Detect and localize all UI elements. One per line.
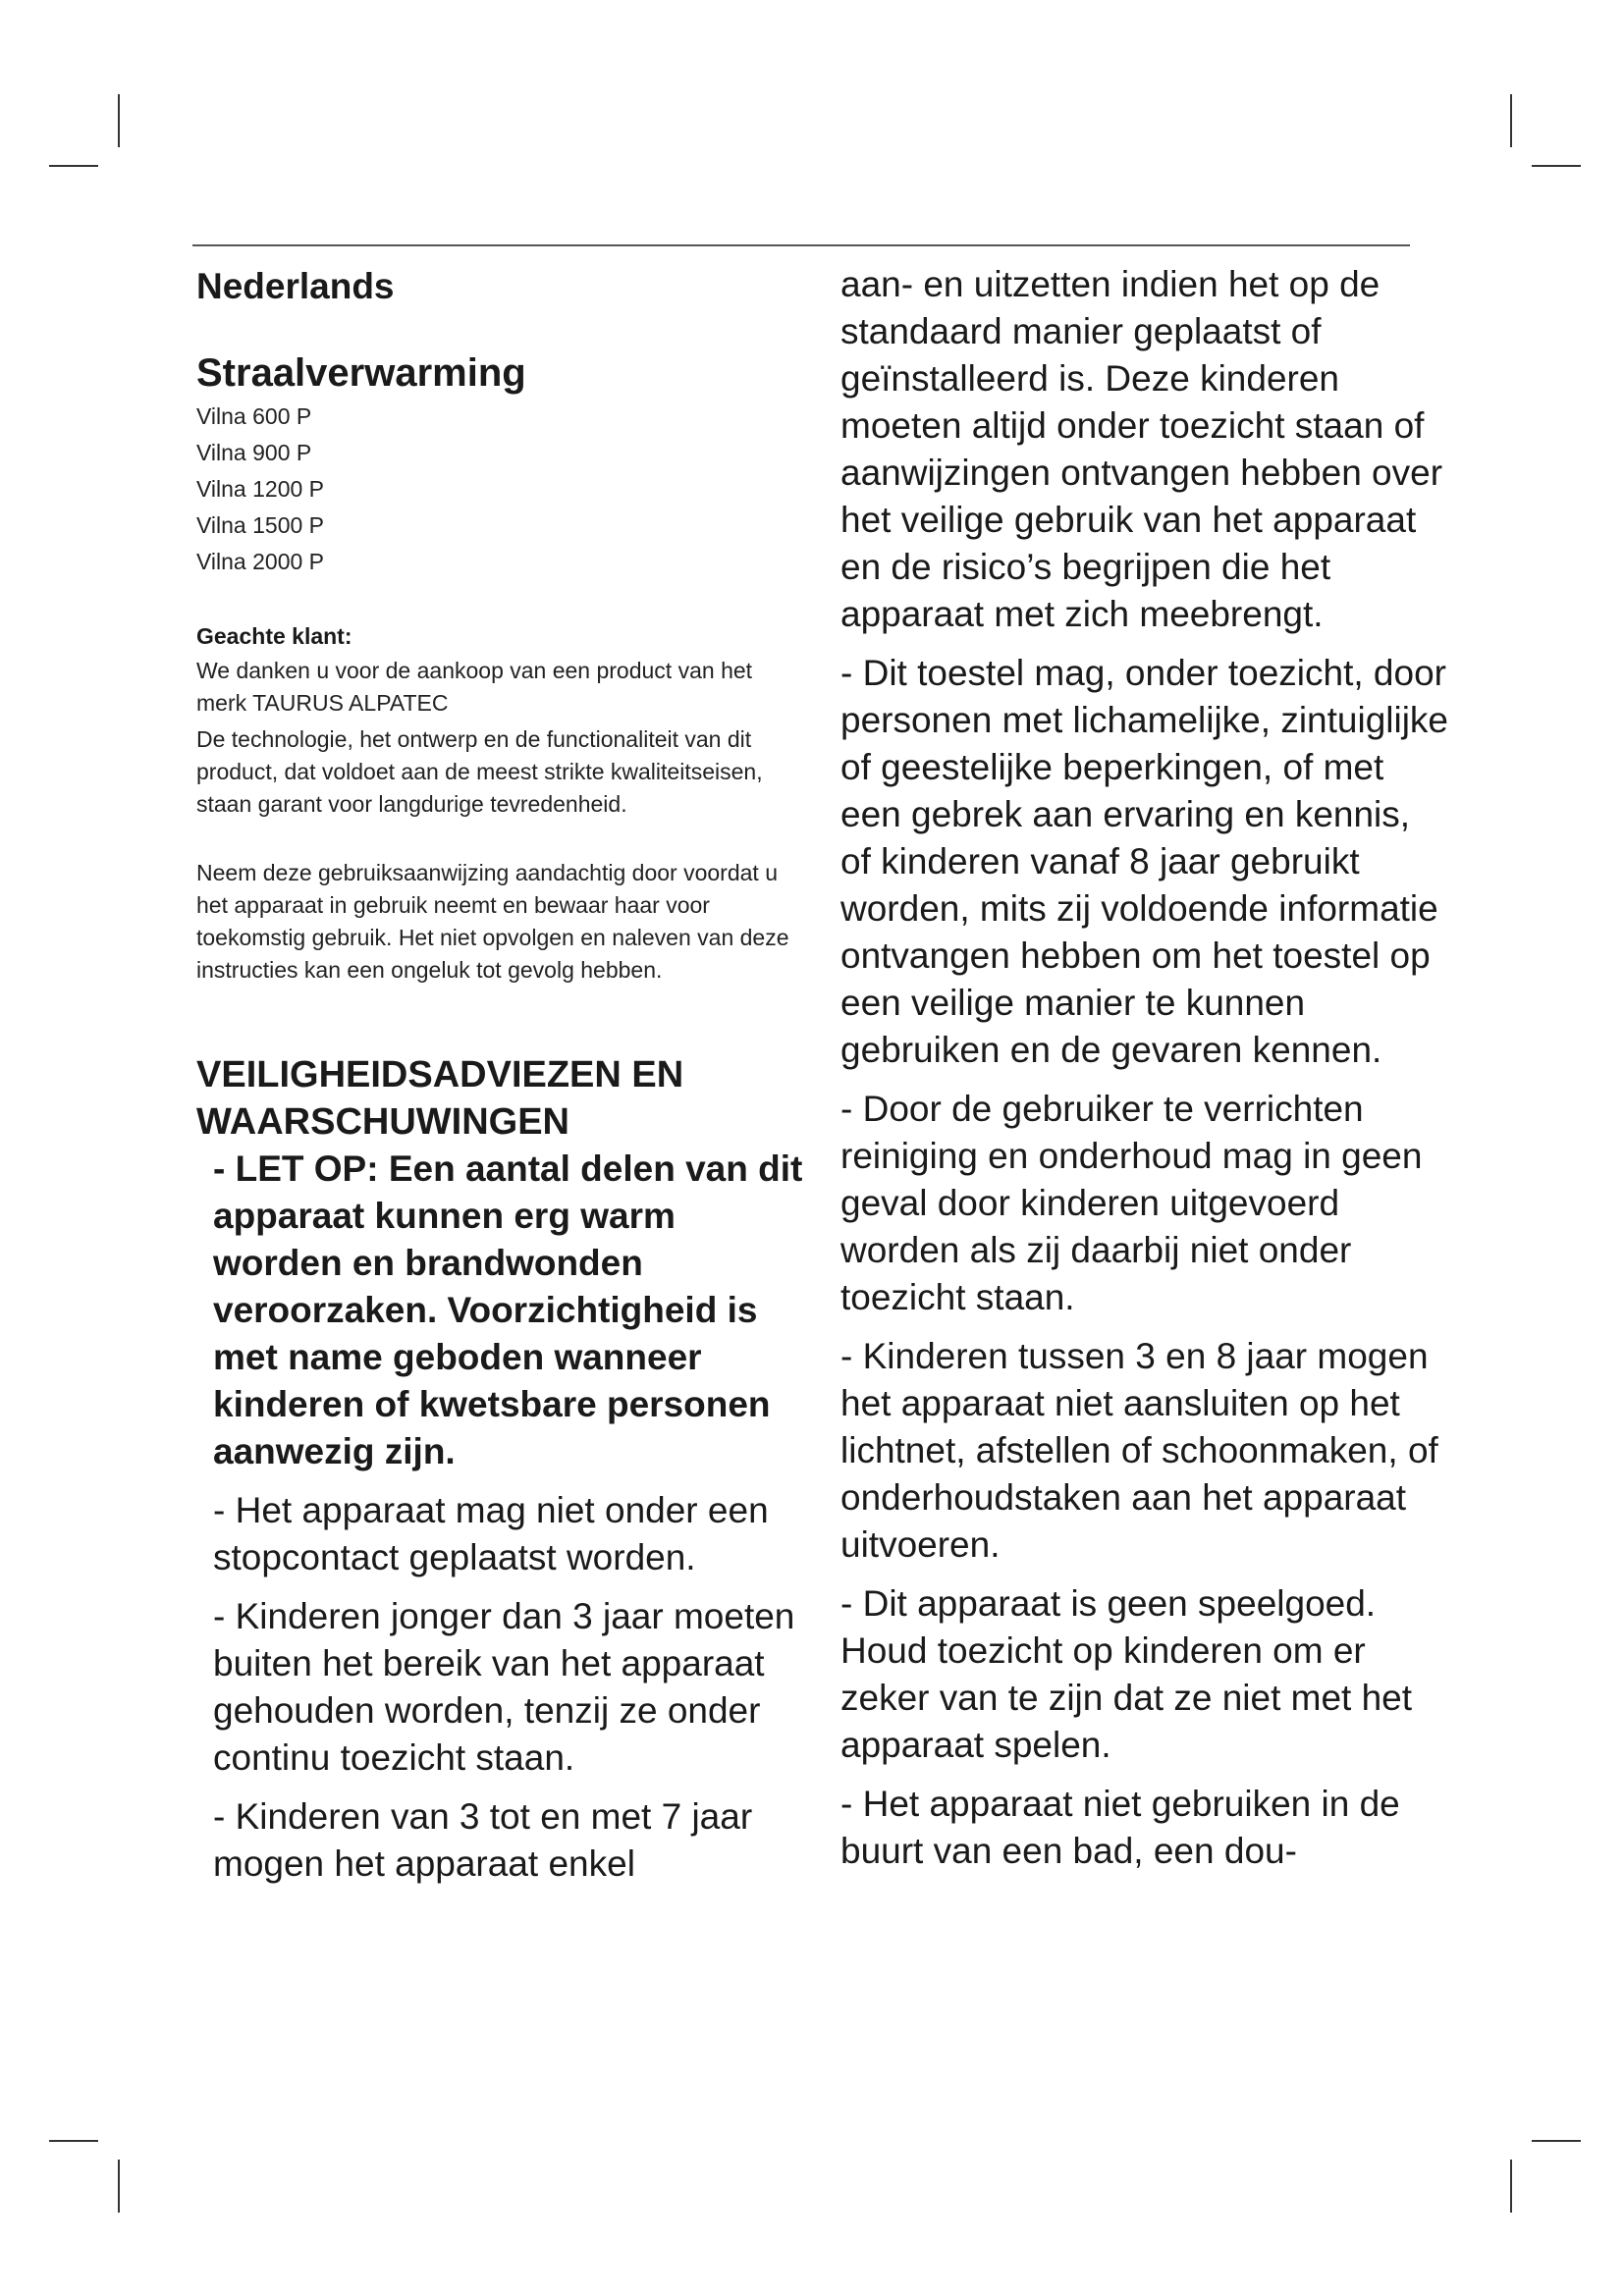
model-item: Vilna 1500 P	[196, 512, 325, 538]
safety-item: - Kinderen van 3 tot en met 7 jaar mogen het apparaat enkel	[213, 1796, 753, 1884]
model-item: Vilna 1200 P	[196, 476, 325, 502]
safety-item: - Kinderen jonger dan 3 jaar moeten buiten het bereik van het apparaat gehouden worden, tenzij ze onder continu toezicht staan.	[213, 1596, 795, 1778]
header-rule	[192, 244, 1410, 246]
model-list	[196, 399, 805, 580]
crop-mark	[1510, 2160, 1512, 2213]
safety-heading: VEILIGHEIDSADVIEZEN EN WAARSCHUWINGEN	[196, 1054, 684, 1143]
safety-item: - Dit apparaat is geen speelgoed. Houd toezicht op kinderen om er zeker van te zijn dat ze niet met het apparaat spelen.	[840, 1583, 1413, 1765]
intro-paragraph: We danken u voor de aankoop van een product van het merk TAURUS ALPATEC	[196, 658, 753, 716]
crop-mark	[118, 94, 120, 147]
model-item: Vilna 600 P	[196, 403, 312, 429]
intro-paragraph: Neem deze gebruiksaanwijzing aandachtig door voordat u het apparaat in gebruik neemt en bewaar haar voor toekomstig gebruik. Het niet opvolgen en naleven van deze instructies kan een ongeluk tot gevolg hebben.	[196, 860, 789, 983]
language-heading: Nederlands	[196, 266, 395, 306]
crop-mark	[1532, 165, 1581, 167]
crop-mark	[49, 165, 98, 167]
safety-item: - Door de gebruiker te verrichten reiniging en onderhoud mag in geen geval door kinderen uitgevoerd worden als zij daarbij niet onder toezicht staan.	[840, 1089, 1423, 1317]
greeting: Geachte klant:	[196, 623, 352, 649]
intro-paragraph: De technologie, het ontwerp en de functionaliteit van dit product, dat voldoet aan de meest strikte kwaliteitseisen, staan garant voor langdurige tevredenheid.	[196, 726, 763, 817]
safety-list-left	[196, 1146, 805, 1888]
crop-mark	[1510, 94, 1512, 147]
right-column	[840, 261, 1449, 1887]
model-item: Vilna 2000 P	[196, 549, 325, 574]
crop-mark	[1532, 2140, 1581, 2142]
model-item: Vilna 900 P	[196, 440, 312, 465]
crop-mark	[49, 2140, 98, 2142]
safety-list-right	[840, 261, 1449, 1875]
safety-item: aan- en uitzetten indien het op de standaard manier geplaatst of geïnstalleerd is. Deze kinderen moeten altijd onder toezicht staan of aanwijzingen ontvangen hebben over het veilige gebruik van het apparaat en de risico’s begrijpen die het apparaat met zich meebrengt.	[840, 264, 1443, 634]
safety-item: - Het apparaat niet gebruiken in de buurt van een bad, een dou-	[840, 1784, 1400, 1871]
safety-item: - Dit toestel mag, onder toezicht, door personen met lichamelijke, zintuiglijke of geestelijke beperkingen, of met een gebrek aan ervaring en kennis, of kinderen vanaf 8 jaar gebruikt worden, mits zij voldoende informatie ontvangen hebben om het toestel op een veilige manier te kunnen gebruiken en de gevaren kennen.	[840, 653, 1449, 1070]
safety-item: - LET OP: Een aantal delen van dit apparaat kunnen erg warm worden en brandwonden veroorzaken. Voorzichtigheid is met name geboden wanneer kinderen of kwetsbare personen aanwezig zijn.	[213, 1148, 803, 1471]
crop-mark	[118, 2160, 120, 2213]
safety-item: - Kinderen tussen 3 en 8 jaar mogen het apparaat niet aansluiten op het lichtnet, afstellen of schoonmaken, of onderhoudstaken aan het apparaat uitvoeren.	[840, 1336, 1438, 1565]
safety-item: - Het apparaat mag niet onder een stopcontact geplaatst worden.	[213, 1490, 769, 1577]
product-title: Straalverwarming	[196, 351, 526, 395]
left-column	[196, 261, 805, 1899]
